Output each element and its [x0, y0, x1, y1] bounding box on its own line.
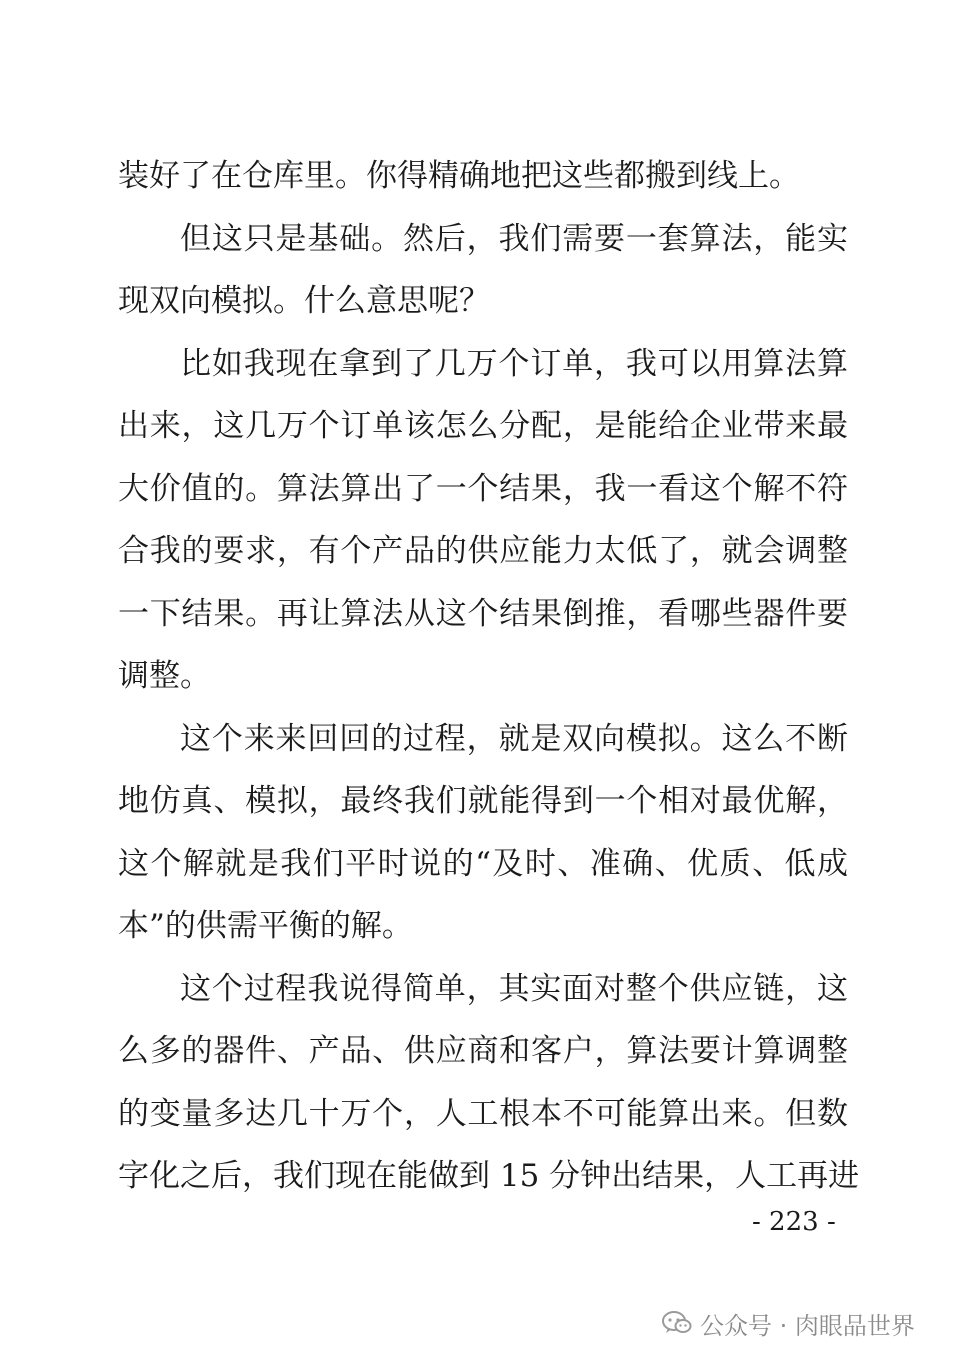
text-line: 调整。 — [118, 658, 211, 694]
text-line: 这个过程我说得简单，其实面对整个供应链，这 — [180, 970, 848, 1007]
text-line: 现双向模拟。什么意思呢？ — [118, 283, 490, 319]
text-line: 出来，这几万个订单该怎么分配，是能给企业带来最 — [118, 408, 848, 444]
text-line: 本”的供需平衡的解。 — [118, 908, 413, 944]
text-line: 但这只是基础。然后，我们需要一套算法，能实 — [180, 220, 848, 257]
text-line: 么多的器件、产品、供应商和客户，算法要计算调整 — [118, 1033, 848, 1069]
text-line: 一下结果。再让算法从这个结果倒推，看哪些器件要 — [118, 595, 848, 632]
paragraph — [118, 713, 848, 963]
text-line: 这个解就是我们平时说的“及时、准确、优质、低成 — [118, 845, 848, 882]
paragraph — [118, 213, 848, 338]
text-line: 比如我现在拿到了几万个订单，我可以用算法算 — [180, 345, 848, 382]
watermark-text: 公众号 · 肉眼品世界 — [700, 1311, 915, 1340]
wechat-icon — [662, 1310, 692, 1336]
page-number: - 223 - — [752, 1207, 836, 1237]
watermark — [662, 1306, 915, 1340]
text-line: 这个来来回回的过程，就是双向模拟。这么不断 — [180, 720, 848, 757]
text-line: 字化之后，我们现在能做到 15 分钟出结果，人工再进 — [118, 1158, 860, 1194]
text-line: 地仿真、模拟，最终我们就能得到一个相对最优解， — [118, 783, 848, 819]
paragraph — [118, 963, 860, 1213]
paragraph — [118, 338, 848, 713]
text-line: 合我的要求，有个产品的供应能力太低了，就会调整 — [118, 533, 848, 569]
paragraph — [118, 150, 848, 213]
text-line: 装好了在仓库里。你得精确地把这些都搬到线上。 — [118, 158, 800, 194]
text-line: 大价值的。算法算出了一个结果，我一看这个解不符 — [118, 470, 848, 507]
text-line: 的变量多达几十万个，人工根本不可能算出来。但数 — [118, 1095, 848, 1132]
page-body — [118, 150, 860, 1213]
